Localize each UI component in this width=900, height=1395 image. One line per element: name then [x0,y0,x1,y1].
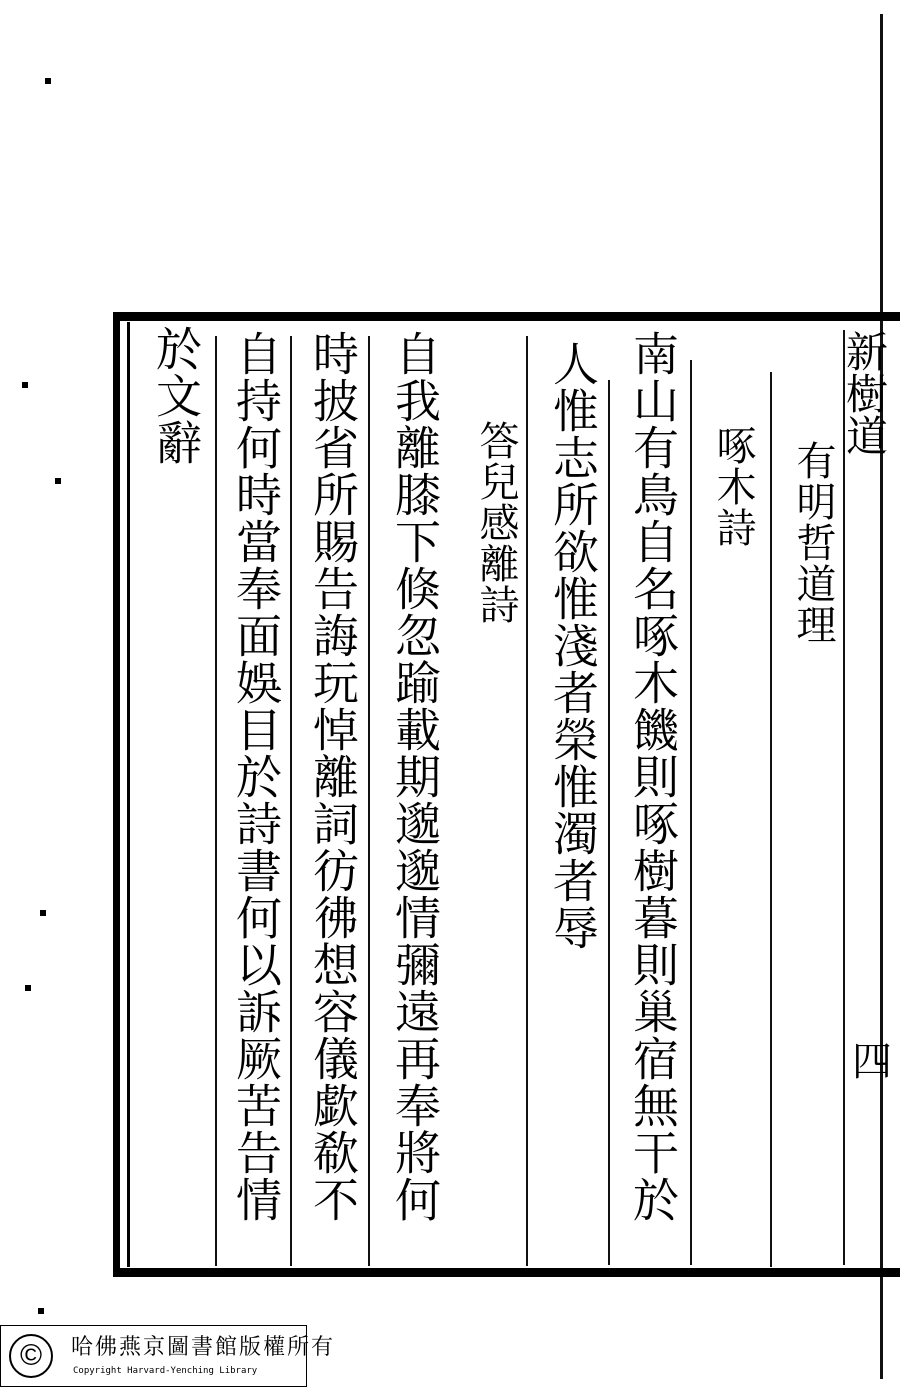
column-rule [215,336,217,1266]
scan-speck [45,78,51,84]
text-column-1: 有明哲道理 [790,440,836,645]
column-rule [843,330,845,1265]
column-rule [368,336,370,1266]
scan-speck [25,985,31,991]
column-rule [526,336,528,1266]
text-column-7: 時披省所賜告誨玩悼離詞彷彿想容儀歔欷不 [306,330,360,1223]
column-rule [290,336,292,1266]
folio-number: 四 [852,1039,892,1085]
frame-inner-rule [127,322,130,1267]
scan-speck [40,910,46,916]
scan-speck [38,1308,44,1314]
margin-title: 新樹道 [840,330,889,456]
copyright-chinese: 哈佛燕京圖書館版權所有 [71,1335,336,1360]
text-column-4: 人惟志所欲惟淺者榮惟濁者辱 [546,340,600,951]
text-column-5: 答兒感離詩 [473,420,519,625]
copyright-english: Copyright Harvard-Yenching Library [73,1366,258,1376]
text-column-3: 南山有鳥自名啄木饑則啄樹暮則巢宿無干於 [626,330,680,1223]
copyright-stamp [0,1325,336,1387]
text-column-2: 啄木詩 [710,425,756,548]
column-rule [690,360,692,1265]
text-column-9: 於文辭 [149,325,203,466]
scan-speck [22,382,28,388]
column-rule [608,380,610,1265]
column-rule [770,372,772,1267]
text-column-6: 自我離膝下倏忽踰載期邈邈情彌遠再奉將何 [388,330,442,1223]
text-column-8: 自持何時當奉面娛目於詩書何以訴厥苦告情 [229,330,283,1223]
copyright-icon: © [9,1334,53,1378]
scan-speck [55,478,61,484]
